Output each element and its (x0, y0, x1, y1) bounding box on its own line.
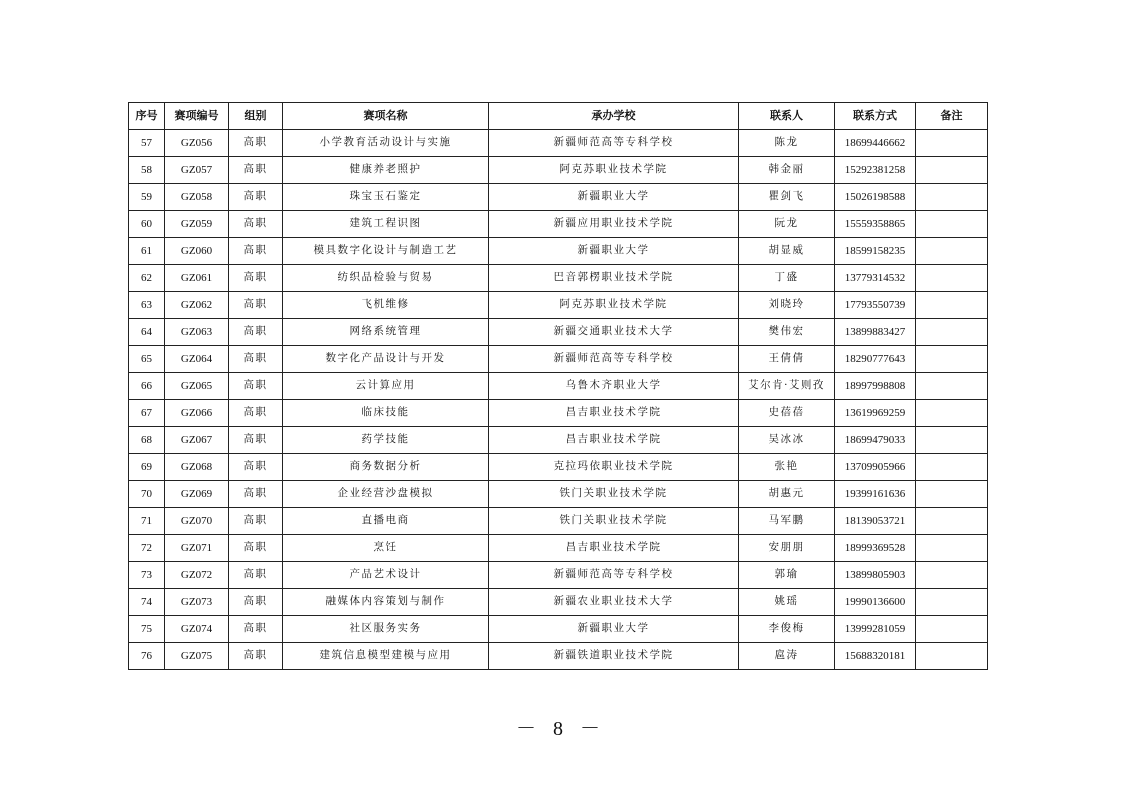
cell-event-code: GZ060 (165, 238, 229, 265)
cell-event-code: GZ070 (165, 508, 229, 535)
header-index: 序号 (129, 103, 165, 130)
cell-host-school: 阿克苏职业技术学院 (489, 157, 739, 184)
cell-event-name: 模具数字化设计与制造工艺 (283, 238, 489, 265)
table-row (129, 616, 988, 643)
cell-remarks (916, 292, 988, 319)
header-contact-person: 联系人 (739, 103, 835, 130)
table-row (129, 184, 988, 211)
cell-contact-phone: 18699446662 (835, 130, 916, 157)
cell-group: 高职 (229, 481, 283, 508)
cell-contact-phone: 13619969259 (835, 400, 916, 427)
cell-host-school: 新疆师范高等专科学校 (489, 562, 739, 589)
cell-group: 高职 (229, 292, 283, 319)
page-number: － 8 － (516, 718, 606, 740)
cell-contact-phone: 15292381258 (835, 157, 916, 184)
cell-contact-phone: 18997998808 (835, 373, 916, 400)
cell-remarks (916, 265, 988, 292)
header-event-code: 赛项编号 (165, 103, 229, 130)
cell-row-index: 59 (129, 184, 165, 211)
cell-host-school: 昌吉职业技术学院 (489, 535, 739, 562)
cell-remarks (916, 130, 988, 157)
cell-group: 高职 (229, 427, 283, 454)
cell-group: 高职 (229, 454, 283, 481)
cell-row-index: 70 (129, 481, 165, 508)
cell-contact-person: 刘晓玲 (739, 292, 835, 319)
cell-event-code: GZ068 (165, 454, 229, 481)
cell-remarks (916, 400, 988, 427)
cell-group: 高职 (229, 535, 283, 562)
cell-group: 高职 (229, 238, 283, 265)
cell-remarks (916, 643, 988, 670)
cell-contact-person: 姚瑶 (739, 589, 835, 616)
cell-contact-person: 张艳 (739, 454, 835, 481)
cell-remarks (916, 211, 988, 238)
table-row (129, 157, 988, 184)
cell-contact-person: 安朋朋 (739, 535, 835, 562)
cell-event-code: GZ067 (165, 427, 229, 454)
cell-contact-phone: 18290777643 (835, 346, 916, 373)
cell-event-code: GZ057 (165, 157, 229, 184)
cell-contact-phone: 15688320181 (835, 643, 916, 670)
cell-event-code: GZ061 (165, 265, 229, 292)
cell-host-school: 新疆交通职业技术大学 (489, 319, 739, 346)
cell-remarks (916, 508, 988, 535)
cell-event-name: 企业经营沙盘模拟 (283, 481, 489, 508)
cell-row-index: 72 (129, 535, 165, 562)
cell-event-code: GZ058 (165, 184, 229, 211)
cell-contact-person: 樊伟宏 (739, 319, 835, 346)
cell-contact-person: 胡显威 (739, 238, 835, 265)
table-row (129, 211, 988, 238)
table-row (129, 454, 988, 481)
table-row (129, 238, 988, 265)
cell-group: 高职 (229, 265, 283, 292)
cell-contact-phone: 15559358865 (835, 211, 916, 238)
cell-contact-phone: 19399161636 (835, 481, 916, 508)
cell-group: 高职 (229, 508, 283, 535)
cell-group: 高职 (229, 616, 283, 643)
cell-row-index: 69 (129, 454, 165, 481)
cell-contact-person: 扈涛 (739, 643, 835, 670)
cell-host-school: 铁门关职业技术学院 (489, 508, 739, 535)
table-row (129, 508, 988, 535)
cell-event-name: 数字化产品设计与开发 (283, 346, 489, 373)
table-row (129, 562, 988, 589)
cell-event-code: GZ056 (165, 130, 229, 157)
cell-row-index: 74 (129, 589, 165, 616)
cell-host-school: 巴音郭楞职业技术学院 (489, 265, 739, 292)
cell-event-code: GZ071 (165, 535, 229, 562)
cell-event-name: 建筑工程识图 (283, 211, 489, 238)
cell-row-index: 66 (129, 373, 165, 400)
cell-row-index: 63 (129, 292, 165, 319)
cell-host-school: 新疆师范高等专科学校 (489, 130, 739, 157)
cell-contact-phone: 18599158235 (835, 238, 916, 265)
cell-event-code: GZ075 (165, 643, 229, 670)
cell-contact-phone: 13779314532 (835, 265, 916, 292)
cell-event-name: 药学技能 (283, 427, 489, 454)
cell-contact-person: 马军鹏 (739, 508, 835, 535)
cell-row-index: 60 (129, 211, 165, 238)
cell-group: 高职 (229, 346, 283, 373)
cell-row-index: 62 (129, 265, 165, 292)
cell-remarks (916, 427, 988, 454)
cell-host-school: 新疆职业大学 (489, 616, 739, 643)
cell-group: 高职 (229, 130, 283, 157)
cell-group: 高职 (229, 400, 283, 427)
cell-group: 高职 (229, 562, 283, 589)
cell-contact-phone: 18139053721 (835, 508, 916, 535)
table-row (129, 130, 988, 157)
cell-event-name: 珠宝玉石鉴定 (283, 184, 489, 211)
cell-group: 高职 (229, 589, 283, 616)
cell-host-school: 新疆农业职业技术大学 (489, 589, 739, 616)
cell-event-name: 产品艺术设计 (283, 562, 489, 589)
table-row (129, 292, 988, 319)
cell-event-name: 健康养老照护 (283, 157, 489, 184)
cell-contact-person: 陈龙 (739, 130, 835, 157)
cell-remarks (916, 454, 988, 481)
cell-contact-person: 丁盛 (739, 265, 835, 292)
cell-contact-person: 王倩倩 (739, 346, 835, 373)
table-row (129, 400, 988, 427)
cell-contact-phone: 13999281059 (835, 616, 916, 643)
cell-contact-person: 吴冰冰 (739, 427, 835, 454)
cell-event-name: 建筑信息模型建模与应用 (283, 643, 489, 670)
cell-contact-person: 郭瑜 (739, 562, 835, 589)
cell-remarks (916, 562, 988, 589)
cell-contact-phone: 13899805903 (835, 562, 916, 589)
cell-contact-phone: 17793550739 (835, 292, 916, 319)
cell-row-index: 67 (129, 400, 165, 427)
cell-event-code: GZ063 (165, 319, 229, 346)
cell-host-school: 铁门关职业技术学院 (489, 481, 739, 508)
cell-event-name: 飞机维修 (283, 292, 489, 319)
cell-contact-phone: 19990136600 (835, 589, 916, 616)
cell-contact-person: 瞿剑飞 (739, 184, 835, 211)
table-body (129, 130, 988, 670)
cell-row-index: 68 (129, 427, 165, 454)
cell-contact-phone: 18699479033 (835, 427, 916, 454)
table-row (129, 373, 988, 400)
cell-group: 高职 (229, 373, 283, 400)
table-row (129, 481, 988, 508)
cell-contact-person: 阮龙 (739, 211, 835, 238)
table-row (129, 643, 988, 670)
cell-host-school: 新疆职业大学 (489, 184, 739, 211)
cell-event-name: 小学教育活动设计与实施 (283, 130, 489, 157)
cell-contact-person: 韩金丽 (739, 157, 835, 184)
cell-contact-person: 李俊梅 (739, 616, 835, 643)
header-contact-phone: 联系方式 (835, 103, 916, 130)
cell-row-index: 64 (129, 319, 165, 346)
cell-remarks (916, 589, 988, 616)
table-header-row (129, 103, 988, 130)
cell-host-school: 乌鲁木齐职业大学 (489, 373, 739, 400)
cell-contact-person: 胡惠元 (739, 481, 835, 508)
cell-remarks (916, 373, 988, 400)
cell-host-school: 克拉玛依职业技术学院 (489, 454, 739, 481)
cell-host-school: 新疆职业大学 (489, 238, 739, 265)
cell-event-name: 临床技能 (283, 400, 489, 427)
table-row (129, 535, 988, 562)
cell-group: 高职 (229, 184, 283, 211)
cell-contact-person: 史蓓蓓 (739, 400, 835, 427)
cell-event-code: GZ073 (165, 589, 229, 616)
cell-row-index: 76 (129, 643, 165, 670)
cell-group: 高职 (229, 211, 283, 238)
header-host-school: 承办学校 (489, 103, 739, 130)
cell-host-school: 新疆铁道职业技术学院 (489, 643, 739, 670)
cell-remarks (916, 346, 988, 373)
cell-event-name: 纺织品检验与贸易 (283, 265, 489, 292)
header-event-name: 赛项名称 (283, 103, 489, 130)
cell-event-name: 直播电商 (283, 508, 489, 535)
cell-remarks (916, 157, 988, 184)
competition-table (128, 102, 988, 670)
cell-event-name: 社区服务实务 (283, 616, 489, 643)
table-row (129, 427, 988, 454)
table-row (129, 346, 988, 373)
cell-row-index: 65 (129, 346, 165, 373)
cell-group: 高职 (229, 157, 283, 184)
table-row (129, 265, 988, 292)
cell-event-name: 商务数据分析 (283, 454, 489, 481)
cell-event-code: GZ066 (165, 400, 229, 427)
cell-group: 高职 (229, 319, 283, 346)
table-row (129, 319, 988, 346)
cell-event-code: GZ065 (165, 373, 229, 400)
cell-event-name: 云计算应用 (283, 373, 489, 400)
cell-event-name: 融媒体内容策划与制作 (283, 589, 489, 616)
cell-event-name: 网络系统管理 (283, 319, 489, 346)
cell-event-code: GZ072 (165, 562, 229, 589)
cell-event-code: GZ074 (165, 616, 229, 643)
cell-host-school: 昌吉职业技术学院 (489, 400, 739, 427)
cell-remarks (916, 184, 988, 211)
cell-contact-phone: 18999369528 (835, 535, 916, 562)
cell-remarks (916, 616, 988, 643)
cell-host-school: 新疆师范高等专科学校 (489, 346, 739, 373)
cell-remarks (916, 319, 988, 346)
cell-contact-phone: 15026198588 (835, 184, 916, 211)
cell-event-code: GZ062 (165, 292, 229, 319)
cell-contact-phone: 13709905966 (835, 454, 916, 481)
header-group: 组别 (229, 103, 283, 130)
cell-event-code: GZ059 (165, 211, 229, 238)
cell-contact-person: 艾尔肯·艾则孜 (739, 373, 835, 400)
cell-host-school: 新疆应用职业技术学院 (489, 211, 739, 238)
cell-contact-phone: 13899883427 (835, 319, 916, 346)
cell-row-index: 58 (129, 157, 165, 184)
cell-row-index: 57 (129, 130, 165, 157)
cell-row-index: 61 (129, 238, 165, 265)
cell-event-name: 烹饪 (283, 535, 489, 562)
cell-host-school: 阿克苏职业技术学院 (489, 292, 739, 319)
cell-event-code: GZ064 (165, 346, 229, 373)
cell-row-index: 73 (129, 562, 165, 589)
cell-event-code: GZ069 (165, 481, 229, 508)
cell-remarks (916, 535, 988, 562)
cell-host-school: 昌吉职业技术学院 (489, 427, 739, 454)
cell-remarks (916, 481, 988, 508)
cell-row-index: 71 (129, 508, 165, 535)
cell-remarks (916, 238, 988, 265)
cell-row-index: 75 (129, 616, 165, 643)
header-remarks: 备注 (916, 103, 988, 130)
table-row (129, 589, 988, 616)
cell-group: 高职 (229, 643, 283, 670)
